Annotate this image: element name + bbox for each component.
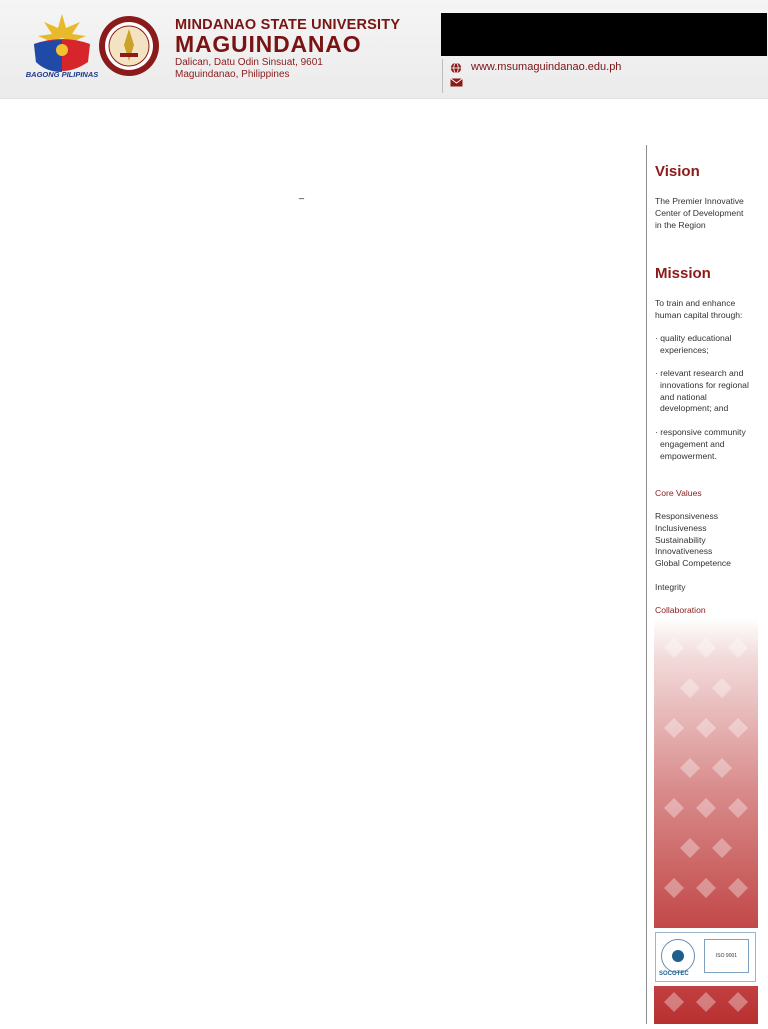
text-cursor-mark: _ [299, 189, 305, 199]
iso-certification-badge [655, 932, 756, 982]
iso-standard-box: ISO 9001 [704, 939, 749, 973]
integrity-value: Integrity [655, 582, 686, 592]
letterhead-header [0, 0, 768, 99]
mission-intro: To train and enhance human capital through: [655, 298, 743, 320]
mission-item-2: · relevant research and innovations for regional and national development; and [655, 368, 749, 414]
core-values-heading: Core Values [655, 488, 702, 498]
university-seal-icon [98, 15, 160, 77]
decorative-pattern-bottom [654, 986, 758, 1024]
header-black-bar [441, 13, 767, 56]
university-name: MINDANAO STATE UNIVERSITY [175, 17, 401, 33]
contact-divider [442, 59, 443, 93]
mission-heading: Mission [655, 265, 711, 282]
university-block [175, 18, 400, 81]
mission-item-1: · quality educational experiences; [655, 333, 732, 355]
address-line-2: Maguindanao, Philippines [175, 69, 290, 80]
pattern-motif-icon [654, 618, 758, 928]
bagong-pilipinas-label: BAGONG PILIPINAS [25, 70, 99, 79]
address-line-1: Dalican, Datu Odin Sinsuat, 9601 [175, 57, 323, 68]
decorative-pattern [654, 618, 758, 928]
vision-text: The Premier Innovative Center of Development in the Region [655, 196, 744, 230]
socotec-label: SOCOTEC [659, 971, 689, 977]
core-value: Inclusiveness [655, 522, 707, 533]
mail-icon [450, 78, 463, 87]
campus-name: MAGUINDANAO [175, 31, 362, 57]
globe-icon [450, 62, 462, 74]
pattern-motif-bottom-icon [654, 986, 758, 1024]
collaboration-value: Collaboration [655, 605, 706, 615]
website-link[interactable]: www.msumaguindanao.edu.ph [471, 61, 622, 73]
sidebar-divider [646, 145, 647, 1024]
core-value: Responsiveness [655, 511, 719, 521]
vision-heading: Vision [655, 163, 700, 180]
core-value: Global Competence [655, 558, 731, 569]
core-value: Sustainability [655, 534, 706, 545]
core-values-list [655, 511, 731, 570]
core-value: Innovativeness [655, 546, 713, 557]
socotec-logo-icon [661, 939, 695, 973]
mission-item-3: · responsive community engagement and empowerment. [655, 427, 746, 461]
